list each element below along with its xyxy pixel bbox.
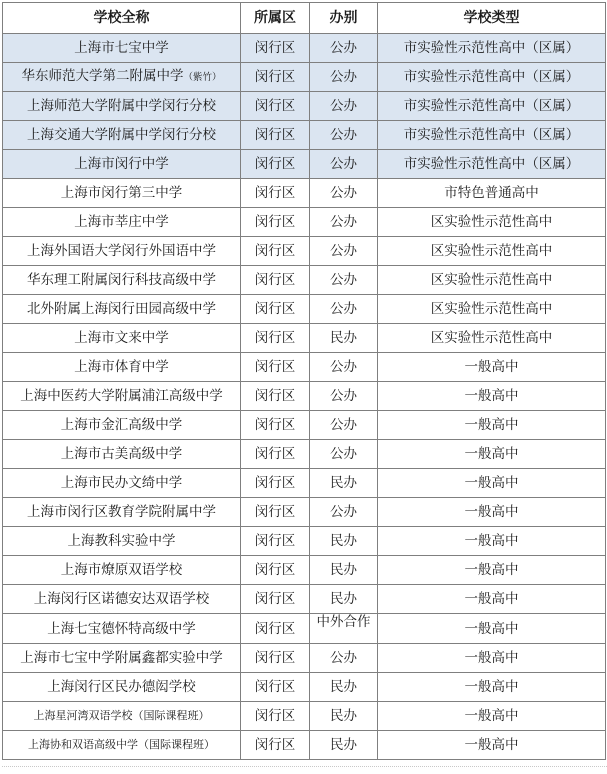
cell-school-name (3, 266, 241, 295)
sheet-bottom-edge (2, 766, 607, 768)
cell-school-name (3, 353, 241, 382)
table-row (3, 382, 606, 411)
school-name-text: 上海闵行区诺德安达双语学校 (33, 591, 210, 607)
school-name-text: 上海市民办文绮中学 (60, 475, 183, 491)
cell-district: 闵行区 (241, 324, 310, 353)
cell-district: 闵行区 (241, 556, 310, 585)
cell-school-type: 市实验性示范性高中（区属） (378, 34, 606, 63)
table-row (3, 324, 606, 353)
cell-district: 闵行区 (241, 585, 310, 614)
school-name-text: 上海市体育中学 (74, 359, 169, 375)
cell-school-type: 一般高中 (378, 644, 606, 673)
cell-ownership: 民办 (310, 324, 378, 353)
table-row (3, 150, 606, 179)
cell-school-name (3, 237, 241, 266)
table-row (3, 498, 606, 527)
cell-ownership: 公办 (310, 498, 378, 527)
school-name-text: 上海市文来中学 (74, 330, 169, 346)
cell-ownership: 民办 (310, 673, 378, 702)
cell-district: 闵行区 (241, 469, 310, 498)
cell-ownership: 公办 (310, 208, 378, 237)
table-body (3, 34, 606, 760)
table-row (3, 527, 606, 556)
school-name-text: 上海七宝德怀特高级中学 (47, 620, 196, 637)
cell-school-name (3, 411, 241, 440)
table-row (3, 295, 606, 324)
school-name-text: 华东理工附属闵行科技高级中学 (27, 272, 216, 288)
cell-ownership: 民办 (310, 585, 378, 614)
school-name-text: 上海市金汇高级中学 (60, 417, 183, 433)
cell-ownership: 公办 (310, 644, 378, 673)
cell-school-type: 市实验性示范性高中（区属） (378, 92, 606, 121)
cell-school-type: 一般高中 (378, 469, 606, 498)
school-table (2, 2, 606, 760)
cell-ownership: 公办 (310, 121, 378, 150)
school-name-text: 上海市七宝中学 (74, 40, 169, 56)
cell-school-name (3, 527, 241, 556)
cell-ownership: 公办 (310, 150, 378, 179)
cell-school-type: 区实验性示范性高中 (378, 324, 606, 353)
cell-district: 闵行区 (241, 702, 310, 731)
cell-ownership: 公办 (310, 295, 378, 324)
cell-ownership: 公办 (310, 179, 378, 208)
cell-school-type: 区实验性示范性高中 (378, 208, 606, 237)
cell-district: 闵行区 (241, 527, 310, 556)
cell-district: 闵行区 (241, 63, 310, 92)
table-row (3, 614, 606, 644)
school-name-text: 上海教科实验中学 (67, 533, 176, 549)
cell-district: 闵行区 (241, 150, 310, 179)
table-row (3, 237, 606, 266)
cell-district: 闵行区 (241, 411, 310, 440)
school-name-text: 上海闵行区民办德闳学校 (47, 679, 196, 695)
cell-ownership: 公办 (310, 237, 378, 266)
cell-ownership: 公办 (310, 266, 378, 295)
header-school-type: 学校类型 (378, 3, 606, 34)
school-name-text: 上海市闵行第三中学 (60, 185, 183, 201)
cell-school-name (3, 556, 241, 585)
cell-school-name (3, 731, 241, 760)
cell-school-name (3, 150, 241, 179)
cell-school-name (3, 208, 241, 237)
cell-school-name (3, 498, 241, 527)
cell-district: 闵行区 (241, 382, 310, 411)
table-header (3, 3, 606, 34)
cell-district: 闵行区 (241, 353, 310, 382)
cell-school-name (3, 644, 241, 673)
header-ownership: 办别 (310, 3, 378, 34)
school-name-text: 上海协和双语高级中学（国际课程班） (28, 738, 215, 751)
cell-district: 闵行区 (241, 266, 310, 295)
cell-school-type: 一般高中 (378, 673, 606, 702)
cell-district: 闵行区 (241, 237, 310, 266)
cell-school-name (3, 382, 241, 411)
cell-school-name (3, 179, 241, 208)
school-name-text: 上海交通大学附属中学闵行分校 (27, 127, 216, 143)
cell-school-type: 一般高中 (378, 382, 606, 411)
cell-district: 闵行区 (241, 673, 310, 702)
cell-school-type: 一般高中 (378, 411, 606, 440)
cell-district: 闵行区 (241, 498, 310, 527)
cell-district: 闵行区 (241, 34, 310, 63)
school-name-note: （紫竹） (183, 72, 222, 83)
cell-school-name (3, 585, 241, 614)
school-name-text: 上海星河湾双语学校（国际课程班） (33, 709, 210, 722)
cell-school-type: 一般高中 (378, 440, 606, 469)
cell-school-type: 区实验性示范性高中 (378, 266, 606, 295)
table-row (3, 63, 606, 92)
cell-ownership: 公办 (310, 411, 378, 440)
cell-ownership: 公办 (310, 92, 378, 121)
cell-ownership: 民办 (310, 731, 378, 760)
header-row (3, 3, 606, 34)
header-district: 所属区 (241, 3, 310, 34)
cell-school-type: 市实验性示范性高中（区属） (378, 63, 606, 92)
table-row (3, 556, 606, 585)
cell-ownership: 民办 (310, 469, 378, 498)
table-row (3, 585, 606, 614)
cell-school-type: 一般高中 (378, 556, 606, 585)
cell-school-name (3, 121, 241, 150)
school-name-text: 上海市燎原双语学校 (60, 562, 183, 578)
school-name-text: 上海市七宝中学附属鑫都实验中学 (20, 650, 223, 666)
cell-school-type: 一般高中 (378, 702, 606, 731)
school-name-text: 上海师范大学附属中学闵行分校 (27, 98, 216, 114)
table-row (3, 353, 606, 382)
table-row (3, 673, 606, 702)
cell-ownership: 公办 (310, 353, 378, 382)
table-row (3, 208, 606, 237)
table-row (3, 469, 606, 498)
school-name-text: 华东师范大学第二附属中学 (21, 68, 184, 84)
cell-school-name (3, 324, 241, 353)
cell-district: 闵行区 (241, 295, 310, 324)
cell-school-name (3, 92, 241, 121)
cell-school-type: 市特色普通高中 (378, 179, 606, 208)
cell-district: 闵行区 (241, 92, 310, 121)
table-row (3, 731, 606, 760)
cell-ownership: 公办 (310, 440, 378, 469)
cell-school-type: 市实验性示范性高中（区属） (378, 150, 606, 179)
cell-ownership: 公办 (310, 34, 378, 63)
table-row (3, 179, 606, 208)
cell-school-name (3, 34, 241, 63)
school-name-text: 上海市闵行区教育学院附属中学 (27, 504, 216, 520)
cell-district: 闵行区 (241, 179, 310, 208)
school-name-text: 北外附属上海闵行田园高级中学 (27, 301, 216, 317)
table-row (3, 92, 606, 121)
table-row (3, 440, 606, 469)
cell-school-type: 市实验性示范性高中（区属） (378, 121, 606, 150)
cell-school-name (3, 702, 241, 731)
cell-school-type: 区实验性示范性高中 (378, 237, 606, 266)
cell-school-name (3, 63, 241, 92)
cell-school-name (3, 673, 241, 702)
cell-district: 闵行区 (241, 121, 310, 150)
cell-ownership: 民办 (310, 556, 378, 585)
cell-ownership: 中外合作 (310, 614, 378, 644)
header-school-name: 学校全称 (3, 3, 241, 34)
table-row (3, 34, 606, 63)
cell-school-type: 一般高中 (378, 585, 606, 614)
cell-school-type: 一般高中 (378, 498, 606, 527)
cell-district: 闵行区 (241, 614, 310, 644)
table-row (3, 411, 606, 440)
school-name-text: 上海市古美高级中学 (60, 446, 183, 462)
cell-ownership: 公办 (310, 63, 378, 92)
cell-district: 闵行区 (241, 440, 310, 469)
cell-ownership: 民办 (310, 527, 378, 556)
cell-school-name (3, 440, 241, 469)
school-name-text: 上海中医药大学附属浦江高级中学 (20, 388, 223, 404)
table-row (3, 266, 606, 295)
cell-school-type: 一般高中 (378, 731, 606, 760)
cell-ownership: 公办 (310, 382, 378, 411)
cell-district: 闵行区 (241, 731, 310, 760)
school-name-text: 上海市闵行中学 (74, 156, 169, 172)
cell-district: 闵行区 (241, 644, 310, 673)
cell-school-type: 一般高中 (378, 353, 606, 382)
table-row (3, 644, 606, 673)
cell-school-name (3, 614, 241, 644)
school-name-text: 上海市莘庄中学 (74, 214, 169, 230)
cell-district: 闵行区 (241, 208, 310, 237)
cell-ownership: 民办 (310, 702, 378, 731)
cell-school-name (3, 295, 241, 324)
cell-school-type: 一般高中 (378, 527, 606, 556)
cell-school-type: 一般高中 (378, 614, 606, 644)
cell-school-name (3, 469, 241, 498)
table-row (3, 702, 606, 731)
cell-school-type: 区实验性示范性高中 (378, 295, 606, 324)
school-name-text: 上海外国语大学闵行外国语中学 (27, 243, 216, 259)
table-row (3, 121, 606, 150)
school-list-sheet (2, 2, 605, 760)
